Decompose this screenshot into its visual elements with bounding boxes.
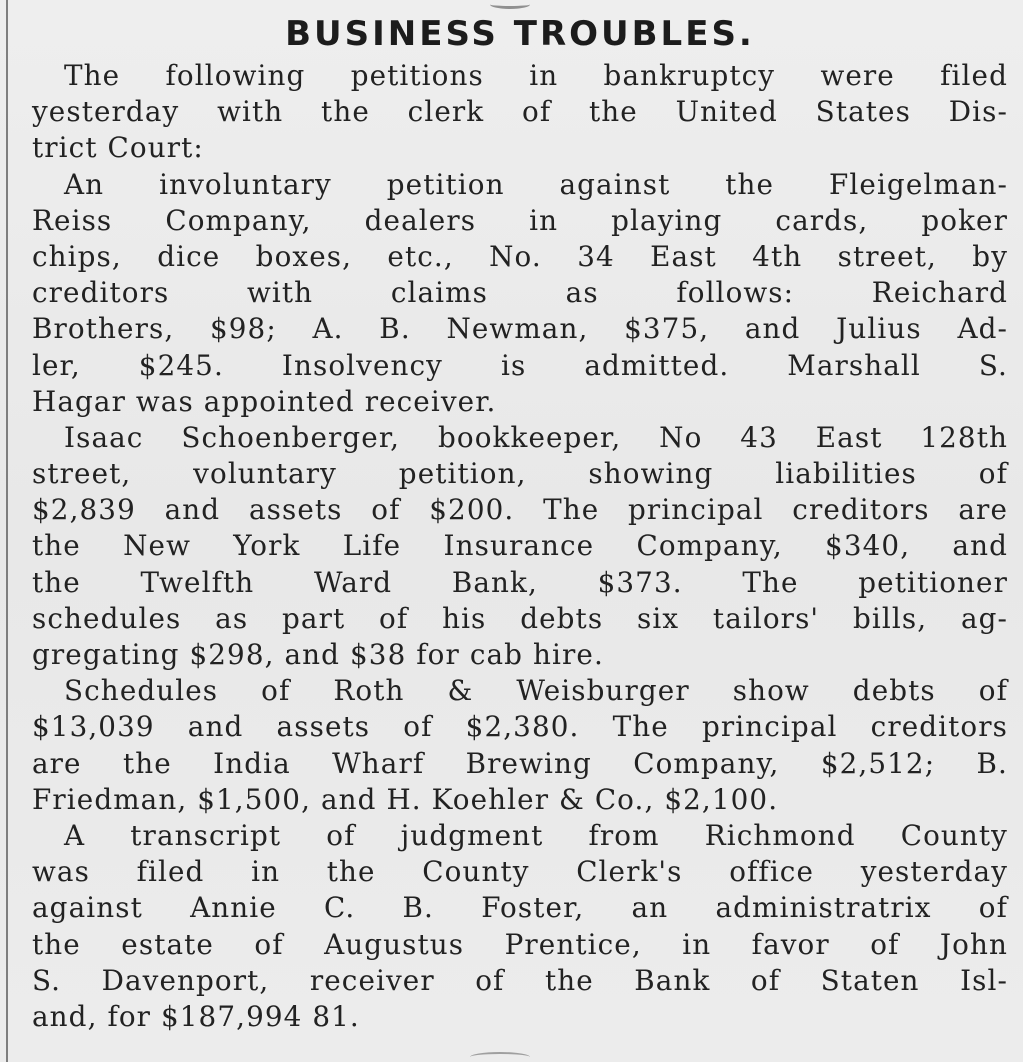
text-line: A transcript of judgment from Richmond County — [64, 818, 1008, 852]
text-line: the New York Life Insurance Company, $340, and — [32, 529, 1008, 563]
text-line: creditors with claims as follows: Reichard — [32, 276, 1008, 310]
text-line: Friedman, $1,500, and H. Koehler & Co., $2,100. — [32, 782, 779, 816]
column-rule — [6, 0, 8, 1062]
text-line: was filed in the County Clerk's office yesterday — [32, 855, 1008, 889]
text-line: the estate of Augustus Prentice, in favor of John — [32, 927, 1008, 961]
text-line: $2,839 and assets of $200. The principal creditors are — [32, 493, 1008, 527]
text-line: Hagar was appointed receiver. — [32, 384, 497, 418]
text-line: chips, dice boxes, etc., No. 34 East 4th street, by — [32, 239, 1008, 273]
text-line: Isaac Schoenberger, bookkeeper, No 43 East 128th — [64, 420, 1008, 454]
text-line: street, voluntary petition, showing liabilities of — [32, 457, 1008, 491]
text-line: schedules as part of his debts six tailors' bills, ag- — [32, 601, 1008, 635]
text-line: against Annie C. B. Foster, an administratrix of — [32, 891, 1008, 925]
text-line: are the India Wharf Brewing Company, $2,512; B. — [32, 746, 1008, 780]
text-line: Schedules of Roth & Weisburger show debts of — [64, 674, 1008, 708]
previous-article-fragment — [490, 0, 530, 9]
text-line: Reiss Company, dealers in playing cards, poker — [32, 203, 1008, 237]
text-line: gregating $298, and $38 for cab hire. — [32, 638, 604, 671]
text-line: ler, $245. Insolvency is admitted. Marshall S. — [32, 348, 1008, 382]
text-line: The following petitions in bankruptcy were filed — [64, 59, 1008, 92]
text-line: the Twelfth Ward Bank, $373. The petitioner — [32, 565, 1008, 599]
next-article-fragment — [470, 1052, 530, 1062]
text-line: Brothers, $98; A. B. Newman, $375, and Julius Ad- — [32, 312, 1008, 346]
text-line: and, for $187,994 81. — [32, 999, 360, 1033]
article-body — [32, 58, 1008, 1035]
text-line: yesterday with the clerk of the United States Dis- — [32, 95, 1008, 129]
text-line: An involuntary petition against the Fleigelman- — [64, 167, 1008, 201]
text-line: $13,039 and assets of $2,380. The principal creditors — [32, 710, 1008, 744]
text-line: trict Court: — [32, 131, 204, 165]
text-line: S. Davenport, receiver of the Bank of Staten Isl- — [32, 963, 1008, 997]
article-headline: BUSINESS TROUBLES. — [285, 14, 755, 54]
